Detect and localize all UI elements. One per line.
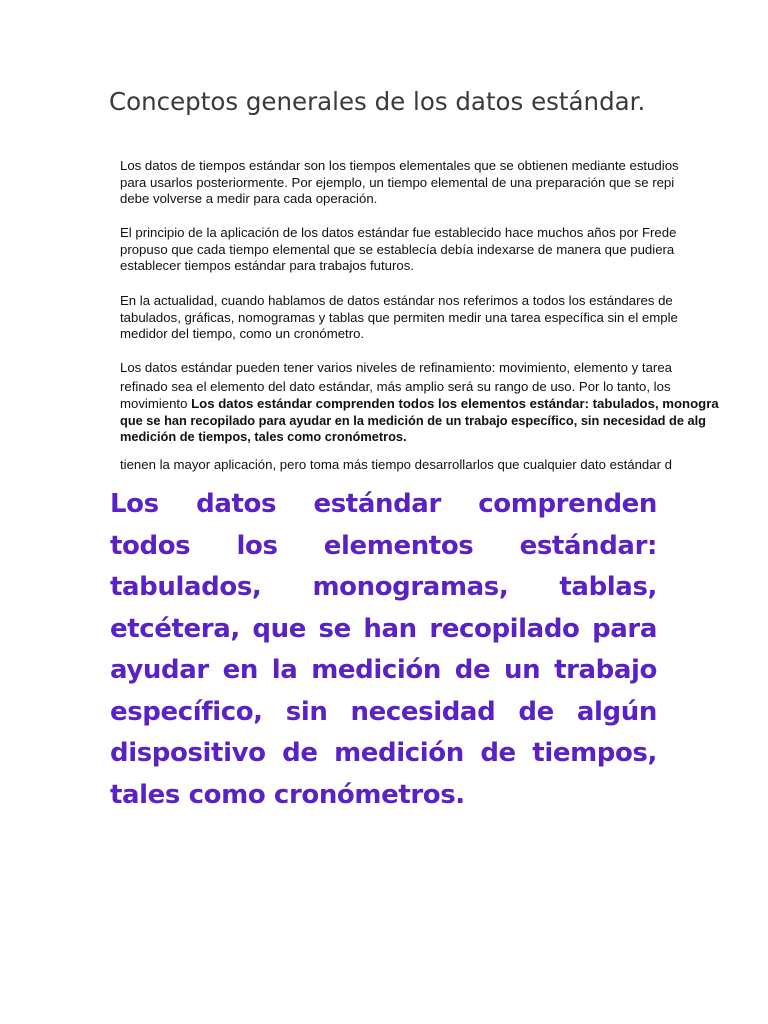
paragraph-line: tienen la mayor aplicación, pero toma más tiempo desarrollarlos que cualquier dato estándar d [120, 457, 672, 472]
paragraph-line: refinado sea el elemento del dato estándar, más amplio será su rango de uso. Por lo tanto, los [120, 378, 671, 394]
paragraph-line-bold: Los datos estándar comprenden todos los elementos estándar: tabulados, monogra [191, 396, 719, 411]
paragraph-line: Los datos de tiempos estándar son los tiempos elementales que se obtienen mediante estudios [120, 158, 679, 173]
paragraph-line: Los datos estándar pueden tener varios niveles de refinamiento: movimiento, elemento y tarea [120, 360, 672, 375]
paragraph-line-mixed [120, 396, 719, 413]
paragraph-line: debe volverse a medir para cada operación. [120, 191, 378, 206]
paragraph-line: establecer tiempos estándar para trabajos futuros. [120, 258, 414, 273]
paragraph-bold-line: medición de tiempos, tales como cronómetros. [120, 428, 407, 444]
highlight-quote: Los datos estándar comprenden todos los elementos estándar: tabulados, monogramas, tablas, etcétera, que se han recopilado para ayudar en la medición de un trabajo específico, sin necesidad de algún dispositivo de medición de tiempos, tales como cronómetros. [110, 489, 657, 810]
paragraph-line: tabulados, gráficas, nomogramas y tablas que permiten medir una tarea específica sin el emple [120, 309, 678, 325]
paragraph-line: propuso que cada tiempo elemental que se establecía debía indexarse de manera que pudiera [120, 241, 675, 257]
paragraph-4 [120, 360, 719, 445]
paragraph-1 [120, 158, 679, 208]
paragraph-bold-line: que se han recopilado para ayudar en la medición de un trabajo específico, sin necesidad de alg [120, 412, 706, 428]
paragraph-line: En la actualidad, cuando hablamos de datos estándar nos referimos a todos los estándares de [120, 293, 673, 308]
paragraph-3 [120, 293, 678, 343]
paragraph-line: El principio de la aplicación de los datos estándar fue establecido hace muchos años por Frede [120, 225, 677, 240]
paragraph-2 [120, 225, 676, 275]
page-title: Conceptos generales de los datos estándar. [109, 87, 646, 116]
paragraph-line: para usarlos posteriormente. Por ejemplo, un tiempo elemental de una preparación que se repi [120, 174, 675, 190]
paragraph-line: medidor del tiempo, como un cronómetro. [120, 326, 365, 341]
paragraph-5 [120, 457, 672, 474]
paragraph-line-prefix: movimiento [120, 396, 192, 411]
